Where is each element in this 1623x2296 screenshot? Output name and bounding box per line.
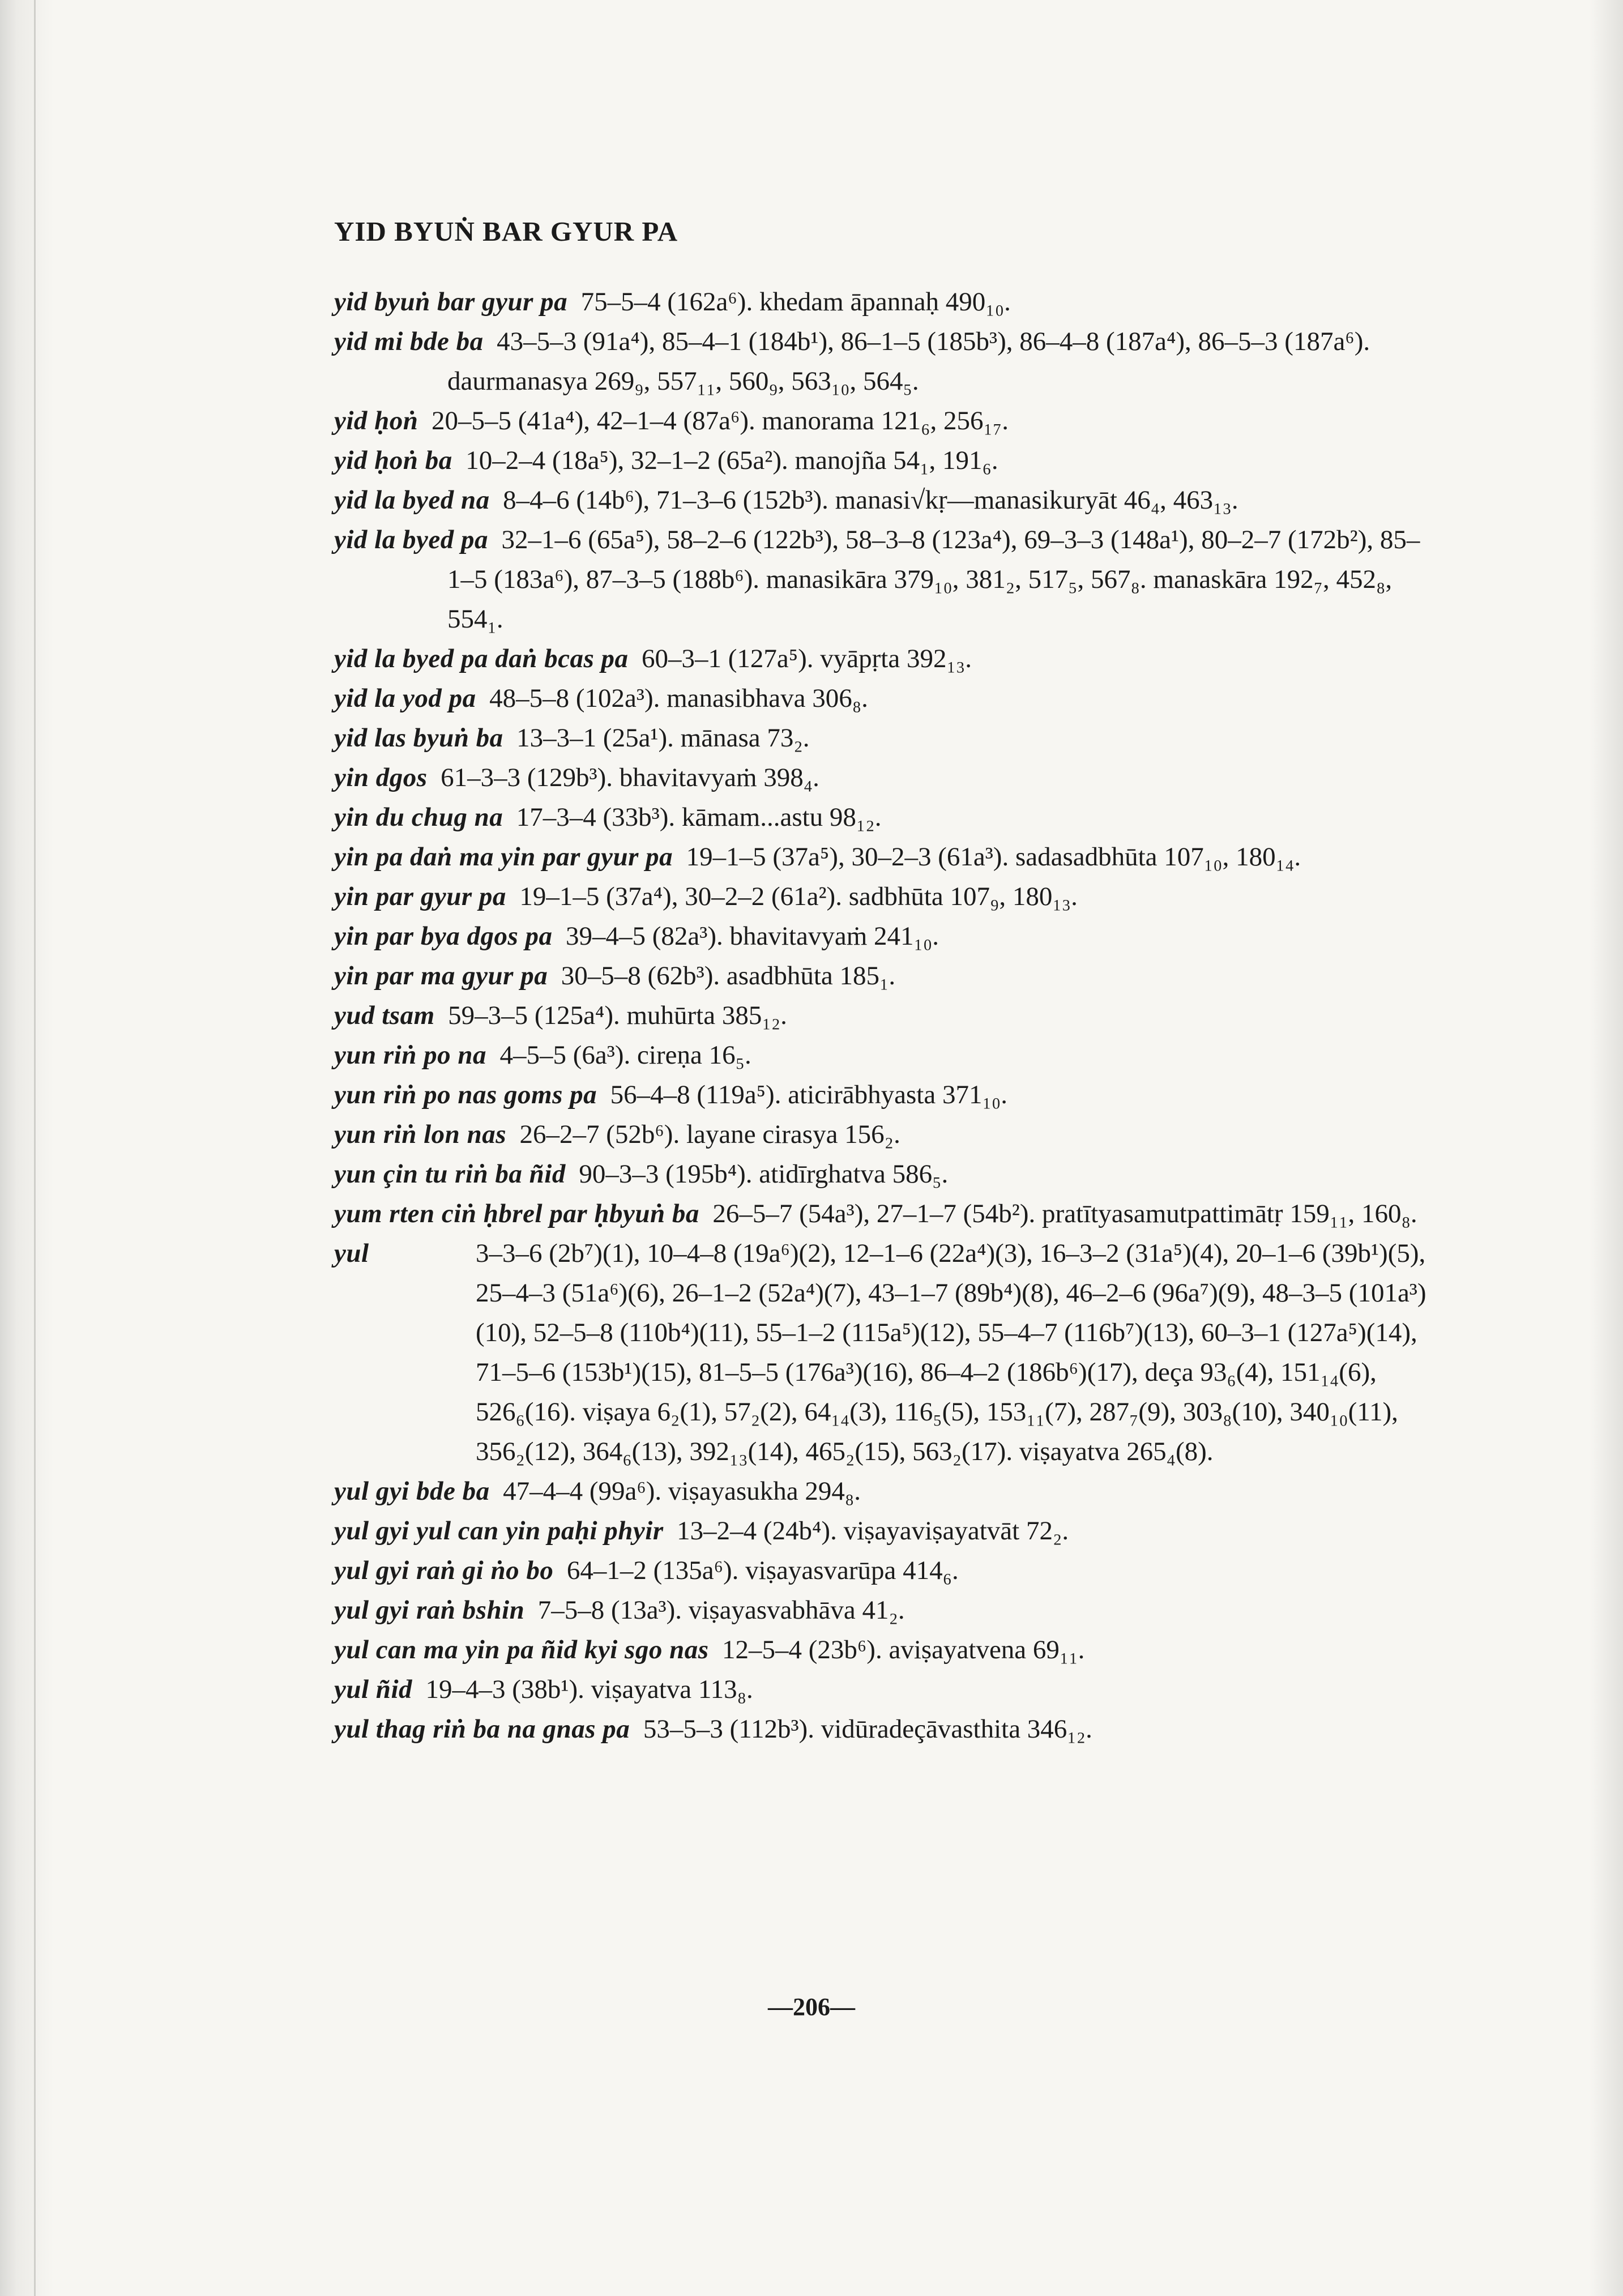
dictionary-entry [334, 797, 1444, 837]
dictionary-entry [334, 441, 1444, 480]
entry-term: yul gyi bde ba [334, 1476, 490, 1506]
entry-text: 39–4–5 (82a³). bhavitavyaṁ 241₁₀. [566, 921, 939, 951]
entry-term: yid ḥoṅ ba [334, 446, 452, 475]
entry-text: 12–5–4 (23b⁶). aviṣayatvena 69₁₁. [722, 1635, 1085, 1665]
entry-text: 19–1–5 (37a⁴), 30–2–2 (61a²). sadbhūta 107₉, 180₁₃. [519, 882, 1078, 911]
entry-term: yid la byed pa [334, 525, 488, 554]
scan-right-edge [1589, 0, 1623, 2296]
entry-term: yin du chug na [334, 803, 503, 832]
entry-text: 19–4–3 (38b¹). viṣayatva 113₈. [425, 1675, 753, 1704]
dictionary-entry [334, 1194, 1444, 1234]
entry-text: 90–3–3 (195b⁴). atidīrghatva 586₅. [579, 1159, 949, 1189]
dictionary-entry [334, 758, 1444, 797]
dictionary-entries [334, 282, 1444, 1749]
entry-text: 7–5–8 (13a³). viṣayasvabhāva 41₂. [537, 1595, 905, 1625]
entry-term: yul thag riṅ ba na gnas pa [334, 1714, 630, 1744]
dictionary-entry [334, 1709, 1444, 1749]
entry-text: 64–1–2 (135a⁶). viṣayasvarūpa 414₆. [566, 1556, 959, 1585]
entry-text: 47–4–4 (99a⁶). viṣayasukha 294₈. [503, 1476, 861, 1506]
entry-text: 43–5–3 (91a⁴), 85–4–1 (184b¹), 86–1–5 (185b³), 86–4–8 (187a⁴), 86–5–3 (187a⁶). daurmanasya 269₉, 557₁₁, 560₉, 563₁₀, 564₅. [447, 327, 1370, 396]
entry-term: yin par gyur pa [334, 882, 506, 911]
entry-term: yul gyi raṅ gi ṅo bo [334, 1556, 554, 1585]
entry-text: 26–5–7 (54a³), 27–1–7 (54b²). pratītyasamutpattimātṛ 159₁₁, 160₈. [712, 1199, 1417, 1228]
entry-term: yid la byed pa daṅ bcas pa [334, 644, 629, 673]
dictionary-entry [334, 520, 1444, 639]
entry-text: 48–5–8 (102a³). manasibhava 306₈. [489, 684, 868, 713]
entry-text: 17–3–4 (33b³). kāmam...astu 98₁₂. [516, 803, 882, 832]
entry-text: 59–3–5 (125a⁴). muhūrta 385₁₂. [448, 1001, 787, 1030]
page-number: —206— [768, 1993, 855, 2021]
entry-text: 20–5–5 (41a⁴), 42–1–4 (87a⁶). manorama 121₆, 256₁₇. [431, 406, 1009, 436]
dictionary-entry [334, 1630, 1444, 1670]
entry-term: yud tsam [334, 1001, 435, 1030]
dictionary-entry [334, 1511, 1444, 1551]
entry-term: yin par bya dgos pa [334, 921, 553, 951]
scan-binding-edge [0, 0, 54, 2296]
entry-term: yin pa daṅ ma yin par gyur pa [334, 842, 673, 872]
dictionary-entry [334, 1590, 1444, 1630]
dictionary-entry [334, 837, 1444, 877]
entry-term: yid la byed na [334, 485, 490, 515]
dictionary-entry [334, 718, 1444, 758]
entry-term: yum rten ciṅ ḥbrel par ḥbyuṅ ba [334, 1199, 699, 1228]
entry-term: yun riṅ po na [334, 1040, 487, 1070]
page-title: YID BYUṄ BAR GYUR PA [334, 216, 678, 247]
entry-text: 3–3–6 (2b⁷)(1), 10–4–8 (19a⁶)(2), 12–1–6 (22a⁴)(3), 16–3–2 (31a⁵)(4), 20–1–6 (39b¹)(5), 25–4–3 (51a⁶)(6), 26–1–2 (52a⁴)(7), 43–1–7 (89b⁴)(8), 46–2–6 (96a⁷)(9), 48–3–5 (101a³)(10), 52–5–8 (110b⁴)(11), 55–1–2 (115a⁵)(12), 55–4–7 (116b⁷)(13), 60–3–1 (127a⁵)(14), 71–5–6 (153b¹)(15), 81–5–5 (176a³)(16), 86–4–2 (186b⁶)(17), deça 93₆(4), 151₁₄(6), 526₆(16). viṣaya 6₂(1), 57₂(2), 64₁₄(3), 116₅(5), 153₁₁(7), 287₇(9), 303₈(10), 340₁₀(11), 356₂(12), 364₆(13), 392₁₃(14), 465₂(15), 563₂(17). viṣayatva 265₄(8). [476, 1239, 1426, 1466]
dictionary-entry [334, 1115, 1444, 1154]
entry-text: 32–1–6 (65a⁵), 58–2–6 (122b³), 58–3–8 (123a⁴), 69–3–3 (148a¹), 80–2–7 (172b²), 85–1–5 (183a⁶), 87–3–5 (188b⁶). manasikāra 379₁₀, 381₂, 517₅, 567₈. manaskāra 192₇, 452₈, 554₁. [447, 525, 1420, 634]
entry-term: yid la yod pa [334, 684, 476, 713]
dictionary-entry-yul [334, 1234, 1444, 1471]
dictionary-entry [334, 916, 1444, 956]
entry-text: 8–4–6 (14b⁶), 71–3–6 (152b³). manasi√kṛ—manasikuryāt 46₄, 463₁₃. [503, 485, 1238, 515]
dictionary-entry [334, 877, 1444, 916]
entry-text: 56–4–8 (119a⁵). aticirābhyasta 371₁₀. [610, 1080, 1007, 1109]
entry-term: yid byuṅ bar gyur pa [334, 287, 568, 317]
entry-term: yul ñid [334, 1675, 413, 1704]
entry-text: 30–5–8 (62b³). asadbhūta 185₁. [561, 961, 896, 991]
dictionary-entry [334, 480, 1444, 520]
dictionary-entry [334, 282, 1444, 322]
entry-term: yid las byuṅ ba [334, 723, 503, 753]
entry-term: yid mi bde ba [334, 327, 484, 356]
entry-term: yun riṅ lon nas [334, 1120, 507, 1149]
entry-text: 19–1–5 (37a⁵), 30–2–3 (61a³). sadasadbhūta 107₁₀, 180₁₄. [686, 842, 1301, 872]
entry-term: yul [334, 1239, 369, 1268]
entry-text: 10–2–4 (18a⁵), 32–1–2 (65a²). manojña 54₁, 191₆. [465, 446, 998, 475]
dictionary-entry [334, 1471, 1444, 1511]
entry-text: 4–5–5 (6a³). cireṇa 16₅. [499, 1040, 751, 1070]
entry-text: 26–2–7 (52b⁶). layane cirasya 156₂. [519, 1120, 900, 1149]
entry-text: 13–2–4 (24b⁴). viṣayaviṣayatvāt 72₂. [677, 1516, 1069, 1546]
entry-text: 13–3–1 (25a¹). mānasa 73₂. [516, 723, 810, 753]
entry-term: yul gyi yul can yin paḥi phyir [334, 1516, 664, 1546]
dictionary-entry [334, 322, 1444, 401]
entry-term: yul can ma yin pa ñid kyi sgo nas [334, 1635, 709, 1665]
dictionary-entry [334, 1154, 1444, 1194]
dictionary-entry [334, 1670, 1444, 1709]
dictionary-entry [334, 639, 1444, 678]
entry-text: 53–5–3 (112b³). vidūradeçāvasthita 346₁₂. [643, 1714, 1092, 1744]
entry-term: yid ḥoṅ [334, 406, 418, 436]
dictionary-entry [334, 401, 1444, 441]
entry-term: yul gyi raṅ bshin [334, 1595, 525, 1625]
entry-term: yin dgos [334, 763, 428, 792]
entry-term: yun çin tu riṅ ba ñid [334, 1159, 566, 1189]
dictionary-entry [334, 1075, 1444, 1115]
dictionary-entry [334, 996, 1444, 1035]
dictionary-entry [334, 678, 1444, 718]
dictionary-entry [334, 956, 1444, 996]
entry-term: yun riṅ po nas goms pa [334, 1080, 597, 1109]
dictionary-entry [334, 1551, 1444, 1590]
entry-term: yin par ma gyur pa [334, 961, 548, 991]
dictionary-entry [334, 1035, 1444, 1075]
entry-text: 75–5–4 (162a⁶). khedam āpannaḥ 490₁₀. [580, 287, 1011, 317]
entry-text: 60–3–1 (127a⁵). vyāpṛta 392₁₃. [642, 644, 972, 673]
entry-text: 61–3–3 (129b³). bhavitavyaṁ 398₄. [441, 763, 819, 792]
